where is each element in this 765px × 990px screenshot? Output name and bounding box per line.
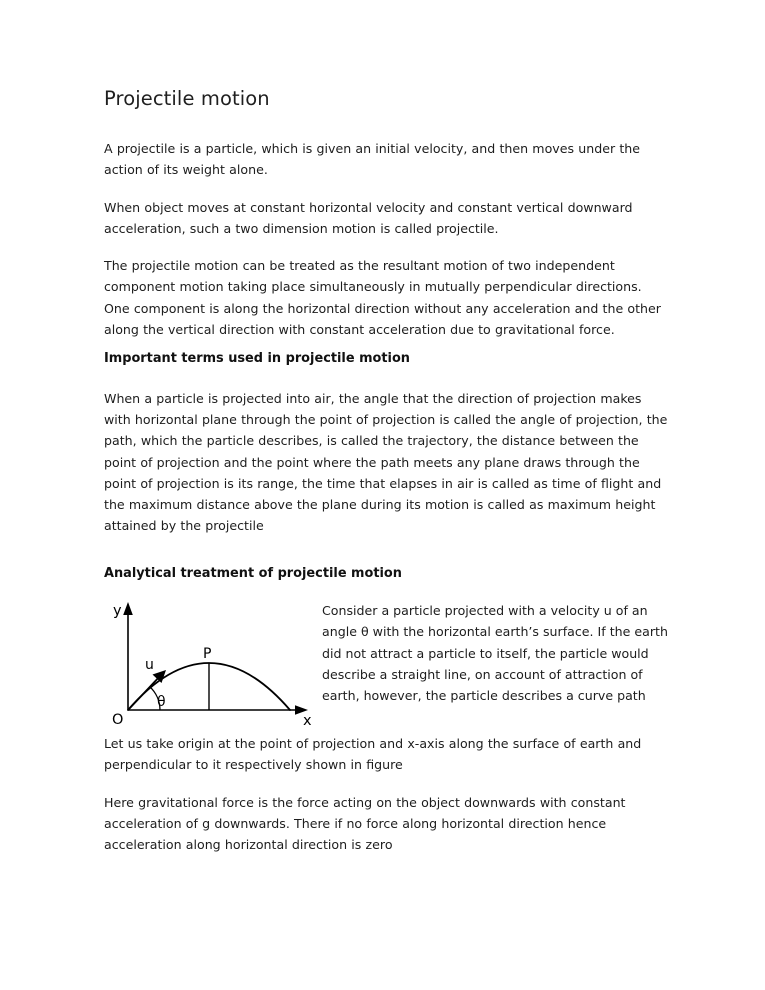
paragraph-intro: A projectile is a particle, which is given an initial velocity, and then moves under the action of its weight alone. bbox=[104, 141, 641, 178]
origin-label: O bbox=[112, 712, 124, 729]
projectile-diagram bbox=[104, 598, 319, 730]
paragraph-gravity: Here gravitational force is the force acting on the object downwards with constant acceleration of g downwards. There if no force along horizontal direction hence acceleration along horizontal direction is zero bbox=[104, 794, 626, 853]
paragraph-figure-description: Consider a particle projected with a velocity u of an angle θ with the horizontal earth’s surface. If the earth did not attract a particle to itself, the particle would describe a straight line, on account of attraction of earth, however, the particle describes a curve path bbox=[322, 603, 668, 704]
y-axis-label: y bbox=[113, 603, 122, 620]
paragraph-gap bbox=[104, 247, 669, 255]
heading-analytical-treatment: Analytical treatment of projectile motion bbox=[104, 565, 402, 581]
figure-side-text bbox=[322, 600, 670, 706]
page-title: Projectile motion bbox=[104, 87, 270, 110]
paragraph-components: The projectile motion can be treated as the resultant motion of two independent component motion taking place simultaneously in mutually perpendicular directions. One component is along the horizontal direction without any acceleration and the other along the vertical direction with constant acceleration due to gravitational force. bbox=[104, 258, 661, 338]
paragraph-definition: When object moves at constant horizontal velocity and constant vertical downward acceleration, such a two dimension motion is called projectile. bbox=[104, 199, 633, 236]
heading-important-terms: Important terms used in projectile motion bbox=[104, 351, 410, 367]
apex-point-label: P bbox=[203, 646, 212, 663]
paragraph-origin: Let us take origin at the point of projection and x-axis along the surface of earth and perpendicular to it respectively shown in figure bbox=[104, 736, 642, 773]
angle-label: θ bbox=[157, 694, 166, 711]
paragraph-gap bbox=[104, 784, 669, 792]
x-axis-label: x bbox=[303, 713, 312, 730]
heading-gap bbox=[104, 545, 669, 563]
projectile-trajectory-svg bbox=[104, 598, 319, 730]
paragraph-gap bbox=[104, 189, 669, 197]
heading-gap bbox=[104, 370, 669, 388]
document-content bbox=[104, 86, 669, 864]
paragraph-terms: When a particle is projected into air, the angle that the direction of projection makes with horizontal plane through the point of projection is called the angle of projection, the path, which the particle describes, is called the trajectory, the distance between the point of projection and the point where the path meets any plane draws through the point of projection is its range, the time that elapses in air is called as time of flight and the maximum distance above the plane during its motion is called as maximum height attained by the projectile bbox=[104, 390, 668, 534]
velocity-label: u bbox=[145, 657, 154, 674]
y-axis-arrowhead-icon bbox=[123, 602, 133, 615]
figure-with-caption bbox=[104, 598, 669, 733]
